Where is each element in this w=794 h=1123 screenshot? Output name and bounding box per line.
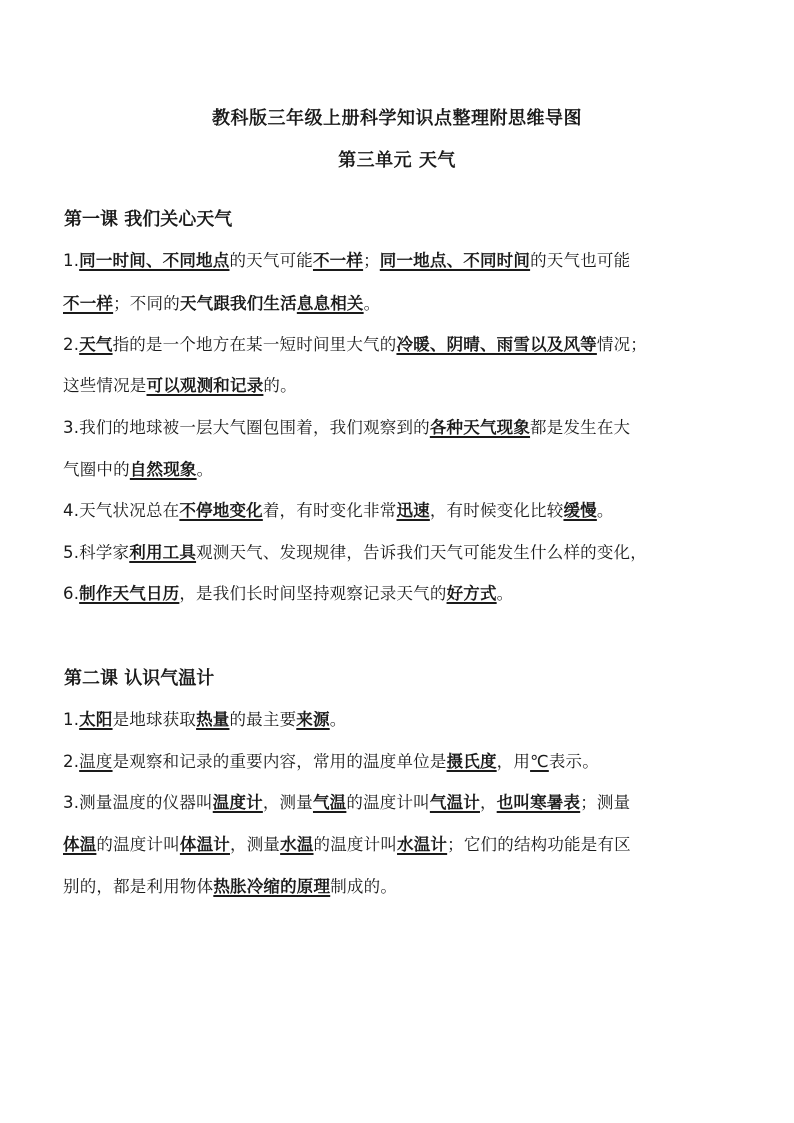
text-run: 的温度计叫	[346, 793, 430, 812]
key-term: 自然现象	[129, 460, 197, 479]
text-run: 3.测量温度的仪器叫	[63, 793, 213, 812]
text-run: 6.	[63, 584, 80, 603]
text-run: 制成的。	[330, 877, 398, 896]
lesson-1-line	[63, 290, 763, 314]
lesson-2-line	[63, 789, 763, 813]
key-term: 天气	[79, 335, 113, 354]
text-run: 的最主要	[229, 710, 297, 729]
lesson-1-line	[63, 539, 763, 563]
key-term: 不一样	[63, 294, 114, 313]
text-run: 的温度计叫	[313, 835, 398, 854]
lesson-1-line	[63, 247, 763, 271]
text-run: 气圈中的	[63, 460, 130, 479]
text-run: 都是发生在大	[530, 418, 631, 437]
key-term: 体温	[63, 835, 97, 854]
key-term: 气温	[312, 793, 347, 812]
text-run: 4.天气状况总在	[63, 501, 180, 520]
text-run: ，用	[496, 752, 531, 771]
key-term: 气温计	[429, 793, 480, 812]
text-run: 观测天气、发现规律，告诉我们天气可能发生什么样的变化，	[196, 543, 647, 562]
unit-title: 第三单元 天气	[338, 150, 456, 171]
key-term: 也叫寒暑表	[496, 793, 581, 812]
key-term: 水温计	[397, 835, 448, 854]
text-run: 2.	[63, 335, 80, 354]
text-run: 的。	[263, 376, 297, 395]
lesson-1-line	[63, 497, 763, 521]
key-term: 热胀冷缩的原理	[213, 877, 331, 896]
text-run: 的温度计叫	[96, 835, 180, 854]
key-term: 息息相关	[296, 294, 364, 313]
key-term: 摄氏度	[446, 752, 497, 771]
key-term: 冷暖、阴晴、雨雪以及风等	[396, 335, 597, 354]
text-run: ；它们的结构功能是有区	[447, 835, 631, 854]
key-term: 好方式	[446, 584, 497, 603]
key-term: 制作天气日历	[79, 584, 180, 603]
lesson-2-line	[63, 748, 763, 772]
lesson-1-line	[63, 331, 763, 355]
key-term: 同一时间、不同地点	[79, 251, 230, 270]
text-run: 3.我们的地球被一层大气圈包围着，我们观察到的	[63, 418, 430, 437]
key-term: 热量	[196, 710, 230, 729]
text-run: 。	[596, 501, 614, 520]
text-run: 的天气可能	[229, 251, 313, 270]
text-run: 的天气也可能	[530, 251, 631, 270]
text-run: ；不同的	[113, 294, 180, 313]
key-term: 可以观测和记录	[146, 376, 264, 395]
text-run: 是地球获取	[112, 710, 197, 729]
text-run: 。	[496, 584, 514, 603]
key-term: 同一地点、不同时间	[379, 251, 531, 270]
text-run: 这些情况是	[63, 376, 147, 395]
text-run: ，测量	[262, 793, 313, 812]
text-run: ；测量	[580, 793, 631, 812]
text-run: 5.科学家	[63, 543, 130, 562]
key-term: 不停地变化	[179, 501, 263, 520]
text-run: 天气跟我们生活	[179, 294, 297, 313]
lesson-1-line	[63, 580, 763, 604]
key-term: 来源	[296, 710, 330, 729]
key-term: 水温	[280, 835, 314, 854]
lesson-1-line	[63, 456, 763, 480]
lesson-2-heading: 第二课 认识气温计	[64, 668, 215, 689]
key-term: 利用工具	[129, 543, 197, 562]
text-run: ，有时候变化比较	[429, 501, 564, 520]
lesson-2-line	[63, 831, 763, 855]
key-term: 各种天气现象	[429, 418, 531, 437]
key-term: 温度	[79, 752, 113, 771]
key-term: 迅速	[396, 501, 430, 520]
lesson-1-line	[63, 372, 763, 396]
text-run: ；	[363, 251, 380, 270]
lesson-2-line	[63, 873, 763, 897]
text-run: 1.	[63, 251, 80, 270]
text-run: ，是我们长时间坚持观察记录天气的	[179, 584, 447, 603]
text-run: ，	[479, 793, 497, 812]
document-title: 教科版三年级上册科学知识点整理附思维导图	[212, 108, 582, 129]
text-run: 情况；	[596, 335, 647, 354]
text-run: 2.	[63, 752, 80, 771]
key-term: 温度计	[212, 793, 263, 812]
text-run: 。	[329, 710, 347, 729]
text-run: 指的是一个地方在某一短时间里大气的	[112, 335, 397, 354]
key-term: 体温计	[179, 835, 231, 854]
text-run: 着，有时变化非常	[262, 501, 397, 520]
key-term: ℃	[530, 752, 549, 771]
text-run: 表示。	[548, 752, 599, 771]
key-term: 不一样	[312, 251, 364, 270]
text-run: 。	[363, 294, 381, 313]
text-run: ，测量	[230, 835, 281, 854]
lesson-2-line	[63, 706, 763, 730]
lesson-1-line	[63, 414, 763, 438]
text-run: 别的，都是利用物体	[63, 877, 214, 896]
key-term: 太阳	[79, 710, 113, 729]
text-run: 1.	[63, 710, 80, 729]
text-run: 。	[196, 460, 214, 479]
lesson-1-heading: 第一课 我们关心天气	[64, 209, 233, 230]
key-term: 缓慢	[563, 501, 597, 520]
text-run: 是观察和记录的重要内容，常用的温度单位是	[112, 752, 447, 771]
